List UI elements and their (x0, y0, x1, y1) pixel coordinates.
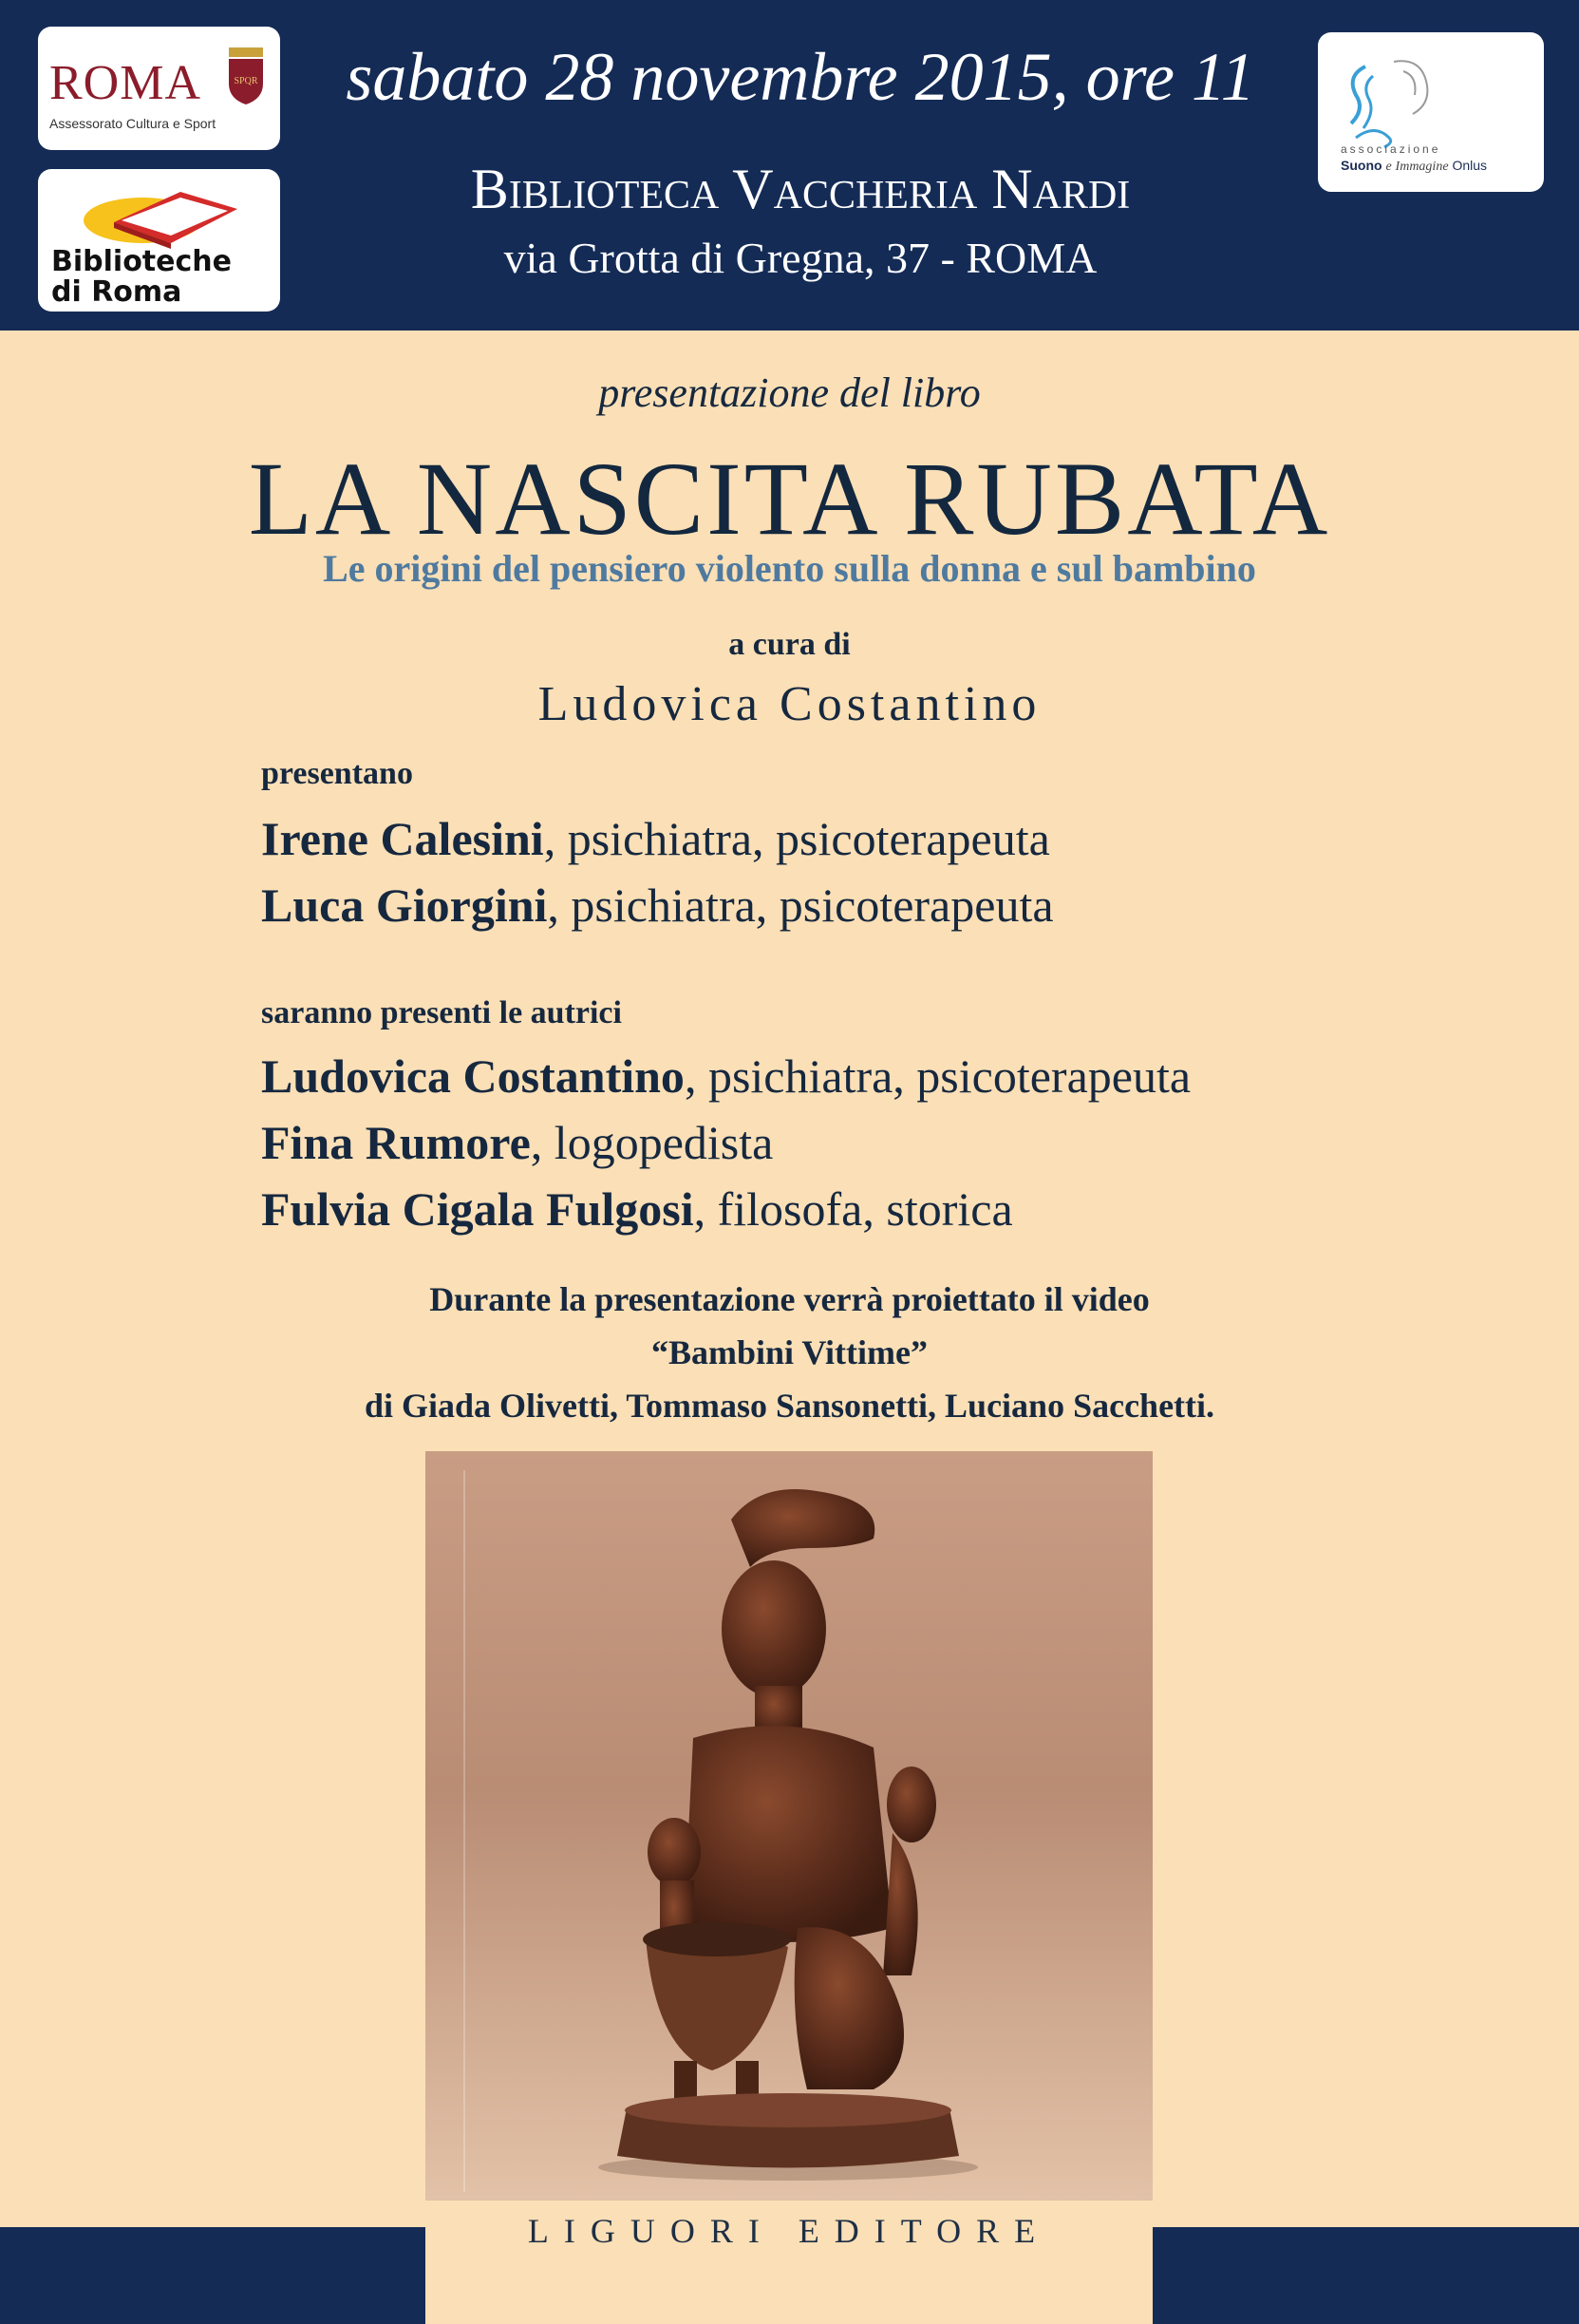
curator-label: a cura di (728, 627, 851, 662)
roma-logo-subtitle: Assessorato Cultura e Sport (49, 116, 216, 131)
footer-bar-right (1153, 2227, 1579, 2324)
event-venue: Biblioteca Vaccheria Nardi (470, 158, 1131, 220)
video-note (0, 1273, 1579, 1432)
cover-frame-line (463, 1470, 465, 2192)
curator-name: Ludovica Costantino (537, 677, 1042, 731)
header-banner (0, 0, 1579, 331)
video-authors: di Giada Olivetti, Tommaso Sansonetti, Luciano Sacchetti. (364, 1387, 1215, 1425)
roma-logo-word: ROMA (49, 56, 202, 110)
authors-label: saranno presenti le autrici (261, 995, 622, 1030)
book-subtitle: Le origini del pensiero violento sulla donna e sul bambino (323, 547, 1256, 590)
publisher-name: LIGUORI EDITORE (527, 2212, 1051, 2250)
suono-name-label: Suono e Immagine Onlus (1341, 158, 1488, 174)
book-title: LA NASCITA RUBATA (248, 441, 1331, 557)
authors-list (261, 1043, 1191, 1242)
suono-assoc-label: associazione (1341, 142, 1441, 156)
presenters-list (261, 805, 1054, 938)
roma-logo (38, 27, 280, 150)
video-note-line1: Durante la presentazione verrà proiettato il video (429, 1280, 1150, 1318)
roma-crest-icon (225, 47, 267, 104)
book-icon (76, 175, 247, 251)
svg-text:SPQR: SPQR (234, 76, 258, 86)
event-date: sabato 28 novembre 2015, ore 11 (346, 39, 1255, 115)
video-title: “Bambini Vittime” (650, 1333, 928, 1371)
biblioteche-di-roma-logo (38, 169, 280, 312)
suono-immagine-mark-icon (1337, 47, 1441, 152)
book-intro: presentazione del libro (598, 369, 981, 416)
presenter-item: Irene Calesini, psichiatra, psicoterapeuta (261, 812, 1050, 865)
author-item: Fulvia Cigala Fulgosi, filosofa, storica (261, 1182, 1013, 1236)
author-item: Ludovica Costantino, psichiatra, psicoterapeuta (261, 1049, 1192, 1103)
event-address: via Grotta di Gregna, 37 - ROMA (503, 234, 1098, 282)
suono-immagine-logo (1318, 32, 1544, 192)
biblioteche-logo-text: Biblioteche di Roma (51, 245, 232, 309)
footer-bar-left (0, 2227, 425, 2324)
presenters-label: presentano (261, 756, 413, 791)
statue-image (570, 1482, 1006, 2184)
author-item: Fina Rumore, logopedista (261, 1116, 774, 1169)
presenter-item: Luca Giorgini, psichiatra, psicoterapeuta (261, 879, 1054, 932)
